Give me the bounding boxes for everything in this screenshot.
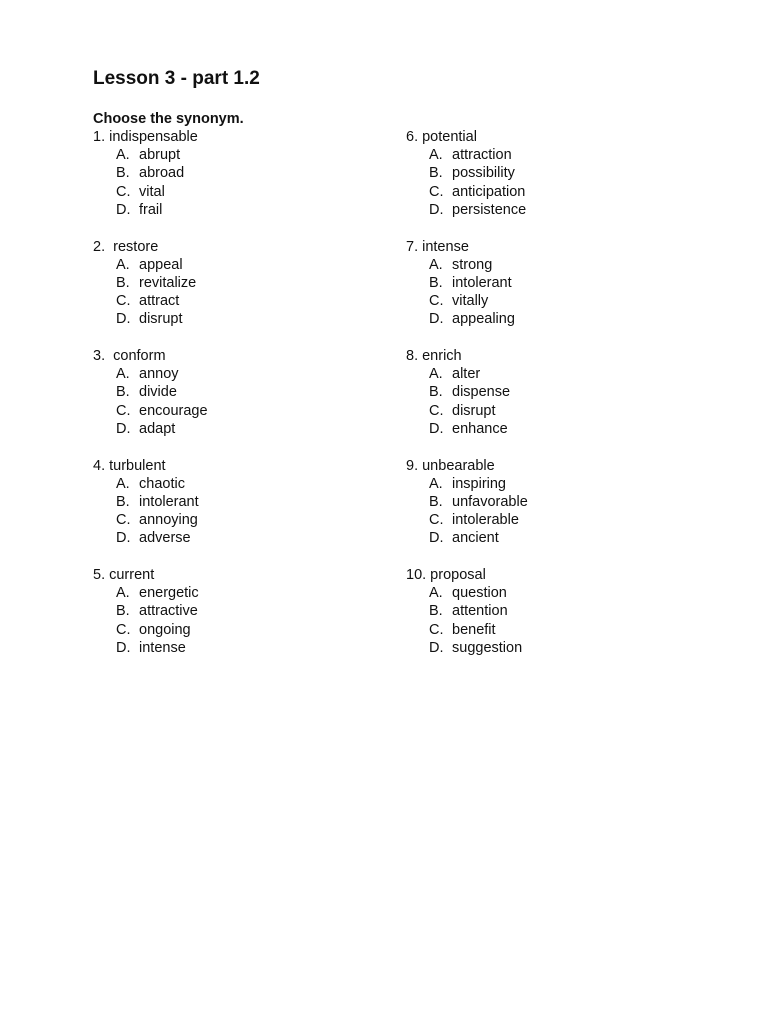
left-question-column	[93, 128, 393, 676]
option-letter: C.	[429, 402, 444, 419]
option-text: enhance	[452, 420, 508, 437]
question-item	[93, 566, 393, 676]
question-stem: 3. conform	[93, 348, 166, 364]
option-letter: A.	[429, 475, 443, 492]
option-letter: C.	[429, 512, 444, 529]
question-stem: 6. potential	[406, 129, 477, 145]
answer-option	[93, 183, 393, 201]
option-letter: A.	[429, 366, 443, 383]
option-letter: A.	[116, 585, 130, 602]
option-text: annoying	[139, 512, 198, 529]
answer-option	[93, 402, 393, 420]
answer-option	[406, 602, 706, 620]
answer-option	[93, 292, 393, 310]
option-letter: A.	[116, 366, 130, 383]
question-item	[406, 457, 706, 567]
question-stem: 1. indispensable	[93, 129, 198, 145]
option-text: adverse	[139, 530, 191, 547]
option-text: energetic	[139, 585, 199, 602]
answer-option	[406, 639, 706, 657]
option-text: benefit	[452, 621, 496, 638]
option-letter: C.	[429, 621, 444, 638]
answer-option	[406, 146, 706, 164]
option-letter: B.	[429, 165, 443, 182]
option-letter: C.	[116, 183, 131, 200]
answer-option	[406, 383, 706, 401]
answer-option	[406, 493, 706, 511]
option-letter: C.	[116, 402, 131, 419]
answer-option	[93, 256, 393, 274]
option-text: encourage	[139, 402, 208, 419]
option-text: attraction	[452, 147, 512, 164]
option-text: intense	[139, 639, 186, 656]
option-text: intolerable	[452, 512, 519, 529]
answer-option	[93, 529, 393, 547]
option-text: persistence	[452, 201, 527, 218]
option-letter: A.	[116, 256, 130, 273]
option-text: ancient	[452, 530, 499, 547]
option-letter: D.	[429, 311, 444, 328]
question-item	[406, 128, 706, 238]
question-item	[93, 347, 393, 457]
option-letter: B.	[116, 165, 130, 182]
answer-option	[93, 310, 393, 328]
option-letter: A.	[116, 475, 130, 492]
option-letter: A.	[429, 147, 443, 164]
option-text: divide	[139, 384, 177, 401]
option-letter: C.	[116, 512, 131, 529]
option-letter: B.	[429, 603, 443, 620]
question-item	[93, 128, 393, 238]
option-text: abrupt	[139, 147, 181, 164]
question-item	[406, 347, 706, 457]
option-text: anticipation	[452, 183, 526, 200]
answer-option	[93, 584, 393, 602]
answer-option	[406, 183, 706, 201]
question-item	[406, 566, 706, 676]
option-letter: C.	[116, 621, 131, 638]
option-letter: A.	[116, 147, 130, 164]
answer-option	[93, 365, 393, 383]
option-letter: D.	[429, 420, 444, 437]
option-letter: D.	[429, 530, 444, 547]
option-text: attention	[452, 603, 508, 620]
answer-option	[406, 256, 706, 274]
answer-option	[406, 292, 706, 310]
answer-option	[406, 310, 706, 328]
answer-option	[93, 621, 393, 639]
option-text: unfavorable	[452, 493, 528, 510]
option-letter: C.	[429, 293, 444, 310]
instructions: Choose the synonym.	[93, 111, 244, 127]
option-letter: C.	[429, 183, 444, 200]
option-text: ongoing	[139, 621, 191, 638]
option-text: adapt	[139, 420, 176, 437]
option-letter: D.	[116, 311, 131, 328]
answer-option	[93, 639, 393, 657]
answer-option	[93, 602, 393, 620]
option-letter: B.	[429, 493, 443, 510]
option-text: strong	[452, 256, 493, 273]
option-text: appeal	[139, 256, 183, 273]
option-text: attract	[139, 293, 180, 310]
answer-option	[406, 402, 706, 420]
option-text: appealing	[452, 311, 515, 328]
option-text: inspiring	[452, 475, 506, 492]
option-text: intolerant	[139, 493, 199, 510]
answer-option	[93, 383, 393, 401]
question-stem: 9. unbearable	[406, 457, 495, 474]
answer-option	[93, 201, 393, 219]
option-text: abroad	[139, 165, 185, 182]
answer-option	[406, 365, 706, 383]
answer-option	[93, 475, 393, 493]
answer-option	[93, 511, 393, 529]
option-text: possibility	[452, 165, 515, 182]
option-text: disrupt	[139, 311, 183, 328]
option-letter: B.	[116, 493, 130, 510]
right-question-column	[406, 128, 706, 676]
option-text: frail	[139, 201, 163, 218]
answer-option	[406, 475, 706, 493]
option-text: chaotic	[139, 475, 185, 492]
question-stem: 2. restore	[93, 238, 159, 255]
question-stem: 10. proposal	[406, 567, 486, 583]
option-text: vital	[139, 183, 165, 200]
question-stem: 5. current	[93, 567, 155, 583]
option-text: revitalize	[139, 274, 197, 291]
answer-option	[406, 621, 706, 639]
option-letter: B.	[116, 274, 130, 291]
question-item	[93, 238, 393, 348]
question-item	[93, 457, 393, 567]
answer-option	[93, 274, 393, 292]
answer-option	[406, 164, 706, 182]
option-letter: B.	[429, 274, 443, 291]
question-item	[406, 238, 706, 348]
option-text: attractive	[139, 603, 198, 620]
answer-option	[93, 493, 393, 511]
option-letter: D.	[116, 420, 131, 437]
answer-option	[93, 164, 393, 182]
option-letter: B.	[116, 603, 130, 620]
option-text: alter	[452, 366, 481, 383]
question-stem: 4. turbulent	[93, 457, 166, 474]
option-letter: D.	[116, 639, 131, 656]
option-letter: D.	[429, 639, 444, 656]
option-letter: A.	[429, 256, 443, 273]
answer-option	[406, 274, 706, 292]
option-letter: D.	[116, 530, 131, 547]
option-text: dispense	[452, 384, 511, 401]
answer-option	[406, 511, 706, 529]
option-letter: B.	[429, 384, 443, 401]
answer-option	[406, 420, 706, 438]
question-stem: 8. enrich	[406, 348, 462, 364]
answer-option	[406, 529, 706, 547]
option-letter: D.	[116, 201, 131, 218]
option-letter: D.	[429, 201, 444, 218]
option-text: intolerant	[452, 274, 512, 291]
answer-option	[406, 584, 706, 602]
option-text: question	[452, 585, 507, 602]
answer-option	[406, 201, 706, 219]
option-letter: A.	[429, 585, 443, 602]
option-letter: B.	[116, 384, 130, 401]
option-letter: C.	[116, 293, 131, 310]
option-text: vitally	[452, 293, 489, 310]
question-stem: 7. intense	[406, 238, 469, 255]
answer-option	[93, 146, 393, 164]
option-text: disrupt	[452, 402, 496, 419]
option-text: suggestion	[452, 639, 523, 656]
page-title: Lesson 3 - part 1.2	[93, 68, 260, 89]
option-text: annoy	[139, 366, 179, 383]
answer-option	[93, 420, 393, 438]
